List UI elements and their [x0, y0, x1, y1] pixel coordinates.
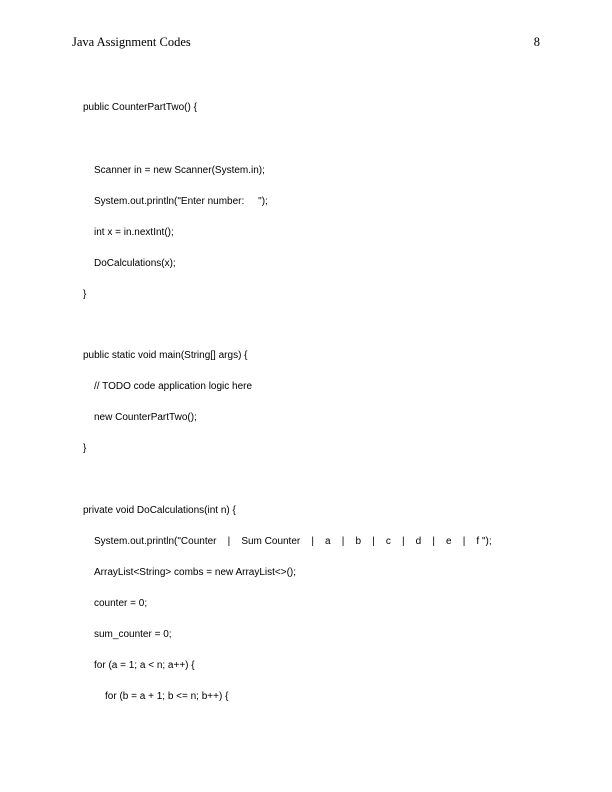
code-line: DoCalculations(x);: [94, 258, 176, 269]
code-line: public CounterPartTwo() {: [83, 102, 197, 113]
code-line: public static void main(String[] args) {: [83, 350, 248, 361]
code-line: private void DoCalculations(int n) {: [83, 505, 236, 516]
code-line: System.out.println("Counter | Sum Counter | a | b | c | d | e | f ");: [94, 536, 492, 547]
code-line: new CounterPartTwo();: [94, 412, 197, 423]
code-line: int x = in.nextInt();: [94, 227, 174, 238]
code-line: counter = 0;: [94, 598, 148, 609]
page-number: 8: [533, 35, 540, 49]
code-line: ArrayList<String> combs = new ArrayList<>();: [94, 567, 297, 578]
code-line: }: [83, 443, 87, 454]
code-line: for (b = a + 1; b <= n; b++) {: [105, 691, 229, 702]
code-line: // TODO code application logic here: [94, 381, 253, 392]
code-line: Scanner in = new Scanner(System.in);: [94, 165, 265, 176]
code-line: for (a = 1; a < n; a++) {: [94, 660, 195, 671]
code-line: System.out.println("Enter number: ");: [94, 196, 268, 207]
code-line: }: [83, 289, 87, 300]
running-header-title: Java Assignment Codes: [72, 35, 191, 49]
code-line: sum_counter = 0;: [94, 629, 172, 640]
